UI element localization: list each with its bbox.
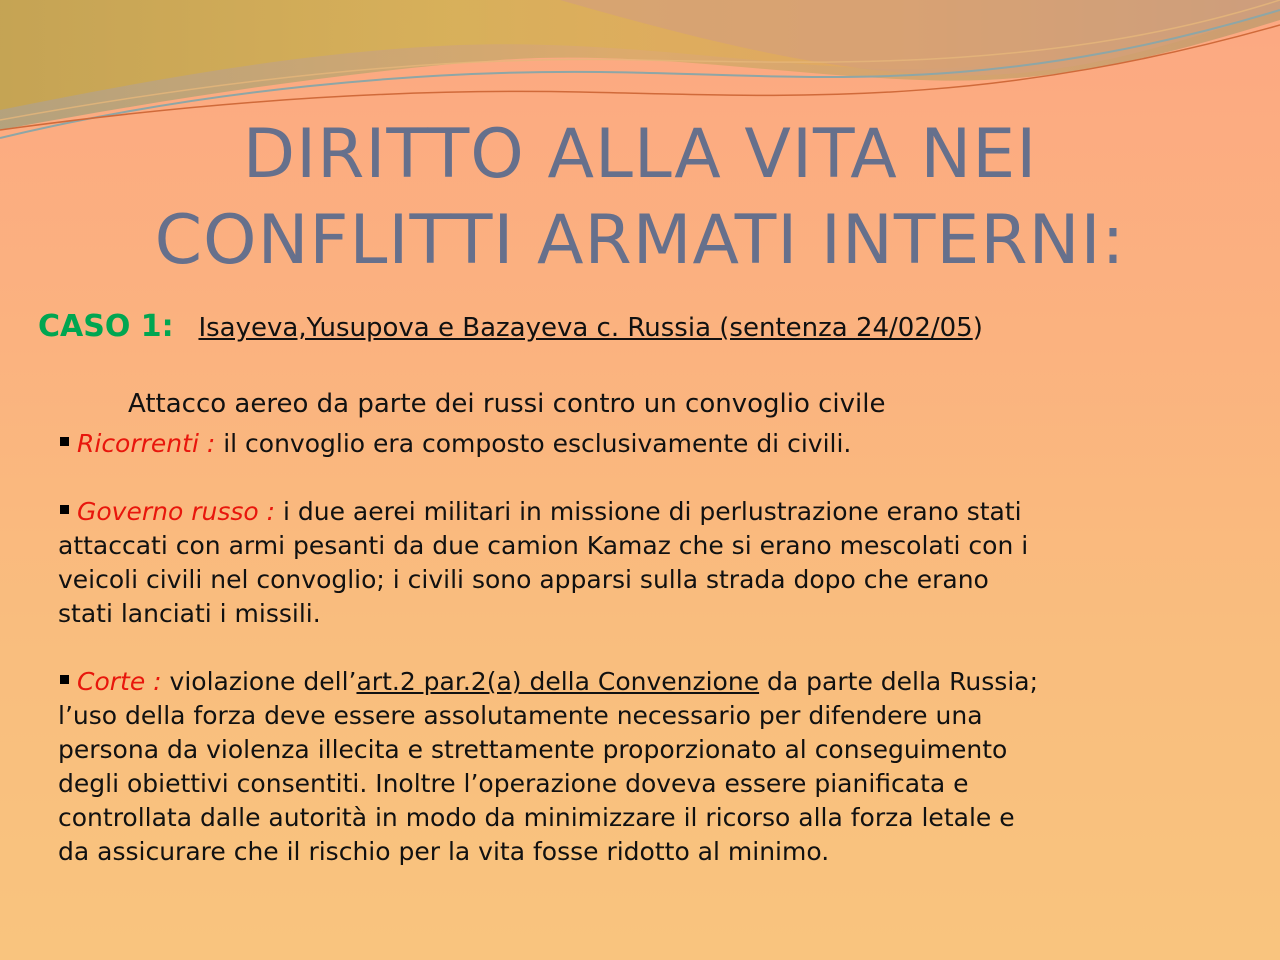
slide-title (0, 112, 1280, 284)
party-label: Ricorrenti : (77, 429, 216, 458)
square-bullet-icon (60, 505, 69, 514)
case-name: Isayeva,Yusupova e Bazayeva c. Russia (sentenza (198, 313, 856, 343)
case-date: 24/02/05 (855, 313, 973, 343)
square-bullet-icon (60, 437, 69, 446)
bullet-ricorrenti (58, 427, 1038, 461)
case-label: CASO 1: (38, 309, 174, 344)
case-summary: Attacco aereo da parte dei russi contro un convoglio civile (128, 389, 886, 419)
party-label: Governo russo : (77, 497, 276, 526)
case-closing: ) (972, 313, 983, 343)
bullet-corte (58, 665, 1038, 869)
case-heading (38, 309, 1028, 346)
bullet-text: violazione dell’ (161, 667, 357, 696)
square-bullet-icon (60, 675, 69, 684)
bullet-text: i due aerei militari in missione di perlustrazione erano stati attaccati con armi pesanti da due camion Kamaz che si erano mescolati con i veicoli civili nel convoglio; i civili sono apparsi sulla strada dopo che erano stati lanciati i missili. (58, 497, 1029, 628)
bullet-text: da parte della Russia; l’uso della forza deve essere assolutamente necessario per difendere una persona da violenza illecita e strettamente proporzionato al conseguimento degli obiettivi consentiti. Inoltre l’operazione doveva essere pianificata e controllata dalle autorità in modo da minimizzare il ricorso alla forza letale e da assicurare che il rischio per la vita fosse ridotto al minimo. (58, 667, 1039, 866)
party-label: Corte : (77, 667, 162, 696)
title-line-2: CONFLITTI ARMATI INTERNI: (154, 201, 1126, 280)
bullet-text: il convoglio era composto esclusivamente di civili. (215, 429, 852, 458)
bullet-governo (58, 495, 1038, 631)
convention-reference: art.2 par.2(a) della Convenzione (356, 667, 760, 696)
title-line-1: DIRITTO ALLA VITA NEI (242, 115, 1038, 194)
bullet-list (58, 427, 1038, 869)
